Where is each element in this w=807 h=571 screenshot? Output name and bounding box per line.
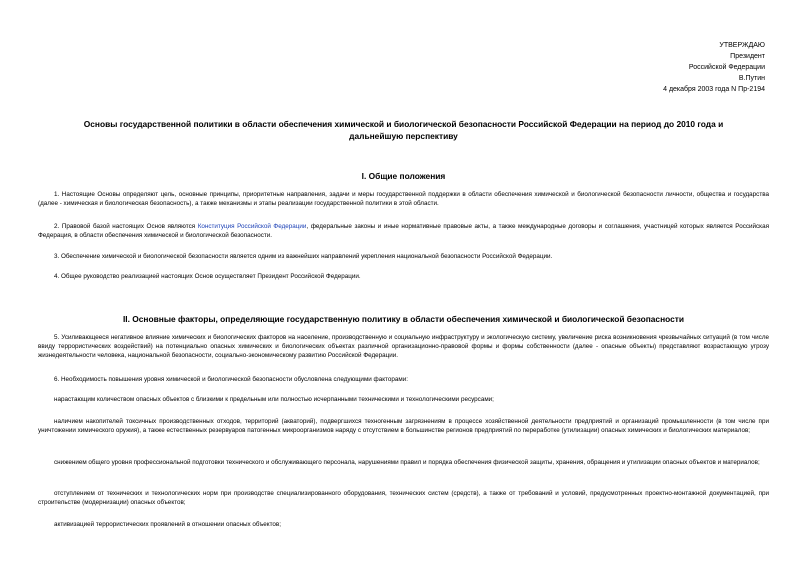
- paragraph-6: 6. Необходимость повышения уровня химической и биологической безопасности обусловлена следующими факторами:: [54, 376, 408, 383]
- section-1-heading: I. Общие положения: [361, 171, 446, 181]
- approval-position: Президент: [730, 53, 765, 60]
- paragraph-3: 3. Обеспечение химической и биологической безопасности является одним из важнейших направлений укрепления национальной безопасности Российской Федерации.: [54, 253, 553, 260]
- document-title: Основы государственной политики в области обеспечения химической и биологической безопасности Российской Федерации на период до 2010 года и дальнейшую перспективу: [83, 119, 724, 141]
- paragraph-1: 1. Настоящие Основы определяют цель, основные принципы, приоритетные направления, задачи и меры государственной поддержки в области обеспечения химической и биологической безопасности личности, общества и государства (далее - химическая и биологическая безопасность), а также механизмы и этапы реализации государственной политики в этой области.: [38, 191, 769, 208]
- factor-item: снижением общего уровня профессиональной подготовки технического и обслуживающего персонала, нарушениями правил и порядка обеспечения физической защиты, хранения, обращения и утилизации опасных объектов и материалов;: [54, 459, 760, 466]
- approval-date: 4 декабря 2003 года N Пр-2194: [663, 86, 765, 93]
- approval-block: [663, 40, 765, 95]
- approval-signatory: В.Путин: [738, 75, 765, 82]
- factor-item: наличием накопителей токсичных производственных отходов, территорий (акваторий), подвергшихся техногенным загрязнениям в процессе хозяйственной деятельности предприятий и организаций промышленности (в том числе при уничтожении химического оружия), а также естественных резервуаров патогенных микроорганизмов наряду с отсутствием в большинстве регионов предприятий по переработке (утилизации) опасных химических и биологических материалов;: [38, 418, 769, 435]
- factor-item: нарастающим количеством опасных объектов с близкими к предельным или полностью исчерпанными техническими и технологическими ресурсами;: [54, 396, 494, 403]
- paragraph-2: 2. Правовой базой настоящих Основ являются Конституция Российской Федерации, федеральные законы и иные нормативные правовые акты, а также международные договоры и соглашения, участницей которых является Российская Федерация, в области обеспечения химической и биологической безопасности.: [38, 223, 769, 240]
- factor-item: активизацией террористических проявлений в отношении опасных объектов;: [54, 521, 282, 528]
- factor-item: отступлением от технических и технологических норм при производстве специализированного оборудования, технических систем (средств), а также от требований и условий, предусмотренных проектно-монтажной документацией, при строительстве (модернизации) опасных объектов;: [38, 490, 769, 507]
- paragraph-4: 4. Общее руководство реализацией настоящих Основ осуществляет Президент Российской Федерации.: [54, 273, 361, 280]
- section-2-heading: II. Основные факторы, определяющие государственную политику в области обеспечения химической и биологической безопасности: [122, 314, 685, 324]
- approval-heading: УТВЕРЖДАЮ: [719, 42, 765, 49]
- approval-country: Российской Федерации: [688, 64, 765, 71]
- paragraph-5: 5. Усиливающееся негативное влияние химических и биологических факторов на население, производственную и социальную инфраструктуру и экологическую систему, увеличение риска возникновения чрезвычайных ситуаций (в том числе ввиду террористических воздействий) на потенциально опасных химических и биологических объектах различной организационно-правовой формы и формы собственности (далее - опасные объекты) представляют возрастающую угрозу жизнедеятельности человека, национальной безопасности, социально-экономическому развитию Российской Федерации.: [38, 334, 769, 360]
- constitution-link[interactable]: Конституция Российской Федерации: [197, 223, 307, 230]
